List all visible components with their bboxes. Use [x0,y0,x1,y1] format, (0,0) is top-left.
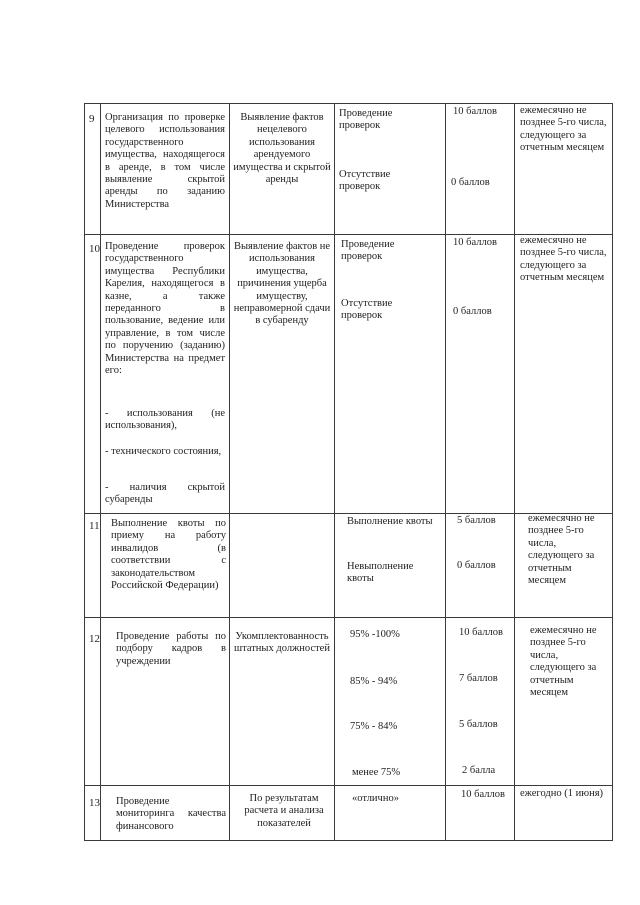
row-criterion: Выполнение квоты [347,516,433,527]
row-criterion: Отсутствие проверок [341,298,393,322]
row-score: 0 баллов [453,306,492,317]
row-criterion: Невыполнение квоты [347,561,414,585]
row-name: Выполнение квоты по приему на работу инвалидов (в соответствии с законодательством Российской Федерации) [111,518,226,592]
row-name: Проведение работы по подбору кадров в учреждении [116,631,226,667]
row-name-sub: - использования (не использования), [105,408,225,432]
row-number: 11 [89,520,100,532]
row-name: Проведение проверок государственного имущества Республики Карелия, находящегося в казне, а также переданного в пользование, ведение или управление, в том числе по поручению (заданию) Министерства на предмет его: [105,241,225,377]
row-score: 5 баллов [459,719,498,730]
row-score: 0 баллов [457,560,496,571]
row-score: 2 балла [462,765,496,776]
row-criterion: 75% - 84% [350,721,398,732]
row-number: 12 [89,633,100,645]
row-period: ежемесячно не позднее 5-го числа, следующего за отчетным месяцем [530,625,597,699]
row-divider [84,785,613,786]
row-score: 0 баллов [451,177,490,188]
row-divider [84,617,613,618]
row-score: 7 баллов [459,673,498,684]
row-name: Организация по проверке целевого использования государственного имущества, находящегося в аренде, в том числе выявление скрытой аренды по заданию Министерства [105,112,225,210]
row-purpose: Выявление фактов нецелевого использования арендуемого имущества и скрытой аренды [233,112,331,186]
row-score: 10 баллов [453,106,497,117]
column-divider [445,103,446,841]
row-score: 10 баллов [453,237,497,248]
row-criterion: 95% -100% [350,629,400,640]
row-criterion: Отсутствие проверок [339,169,391,193]
table-border-top [84,103,613,104]
column-divider [514,103,515,841]
row-criterion: «отлично» [352,793,399,804]
row-number: 10 [89,243,100,255]
column-divider [229,103,230,841]
row-criterion: менее 75% [352,767,401,778]
row-number: 13 [89,797,100,809]
table-border-left [84,103,85,841]
row-purpose: Выявление фактов не использования имущества, причинения ущерба имуществу, неправомерной сдачи в субаренду [233,241,331,327]
row-name-sub: - наличия скрытой субаренды [105,482,225,506]
row-score: 5 баллов [457,515,496,526]
table-border-bottom [84,840,613,841]
row-criterion: Проведение проверок [339,108,393,132]
row-criterion: Проведение проверок [341,239,395,263]
row-score: 10 баллов [459,627,503,638]
table-border-right [612,103,613,841]
row-criterion: 85% - 94% [350,676,398,687]
column-divider [100,103,101,841]
row-name: Проведение мониторинга качества финансового [116,796,226,832]
row-purpose: Укомплектованность штатных должностей [234,631,330,655]
row-period: ежемесячно не позднее 5-го числа, следующего за отчетным месяцем [528,513,595,587]
row-purpose: По результатам расчета и анализа показателей [244,793,324,829]
row-score: 10 баллов [461,789,505,800]
column-divider [334,103,335,841]
row-period: ежегодно (1 июня) [520,788,604,799]
row-period: ежемесячно не позднее 5-го числа, следующего за отчетным месяцем [520,105,607,154]
row-name-sub: - технического состояния, [105,446,222,457]
row-period: ежемесячно не позднее 5-го числа, следующего за отчетным месяцем [520,235,607,284]
row-number: 9 [89,113,95,125]
